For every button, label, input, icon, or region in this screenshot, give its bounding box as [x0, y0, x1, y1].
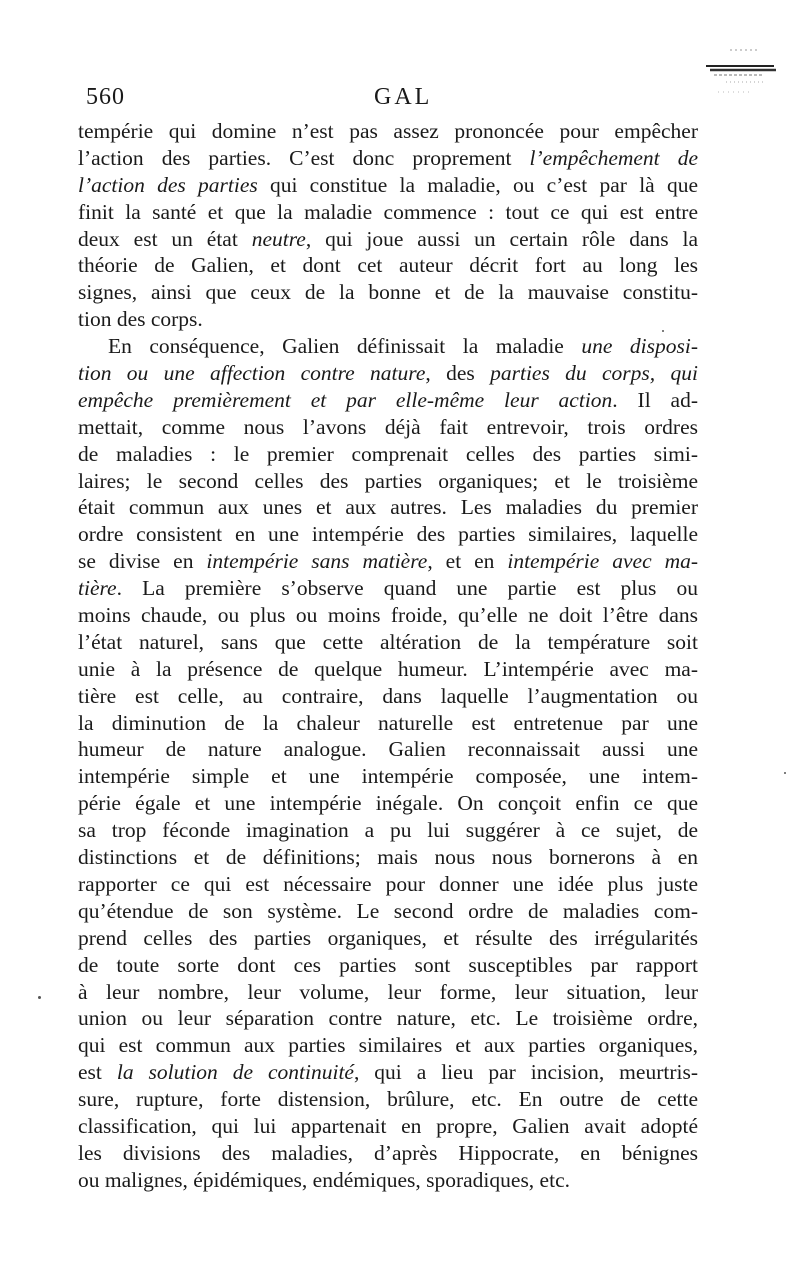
- text-run: unie à la présence de quelque humeur. L’intempérie avec ma-: [78, 656, 698, 681]
- page-edge-marks: [700, 44, 778, 102]
- text-line: [78, 763, 698, 790]
- text-run: est: [78, 1060, 117, 1085]
- text-line: [78, 199, 698, 226]
- italic-text: l’empêchement de: [529, 145, 698, 170]
- text-run: . La première s’observe quand une partie est plus ou: [116, 576, 698, 601]
- text-run: intempérie simple et une intempérie composée, une intem-: [78, 764, 698, 789]
- text-line: [78, 1167, 698, 1194]
- text-run: sa trop féconde imagination a pu lui suggérer à ce sujet, de: [78, 818, 698, 843]
- italic-text: tion ou une affection contre nature: [78, 361, 426, 386]
- text-line: [78, 145, 698, 172]
- text-line: [78, 602, 698, 629]
- text-run: signes, ainsi que ceux de la bonne et de la mauvaise constitu-: [78, 280, 698, 305]
- text-line: [78, 817, 698, 844]
- text-line: [78, 736, 698, 763]
- text-run: union ou leur séparation contre nature, etc. Le troisième ordre,: [78, 1006, 698, 1031]
- text-run: En conséquence, Galien définissait la maladie: [108, 334, 582, 359]
- text-run: ou malignes, épidémiques, endémiques, sporadiques, etc.: [78, 1167, 570, 1192]
- italic-text: la solution de continuité: [116, 1060, 354, 1085]
- text-run: tion des corps.: [78, 307, 203, 332]
- text-run: , qui a lieu par incision, meurtris-: [353, 1060, 698, 1085]
- text-line: [78, 790, 698, 817]
- text-run: se divise en: [78, 549, 207, 574]
- text-run: . Il ad-: [612, 387, 698, 412]
- text-run: sure, rupture, forte distension, brûlure, etc. En outre de cette: [78, 1087, 698, 1112]
- text-run: de maladies : le premier comprenait celles des parties simi-: [78, 441, 698, 466]
- text-run: , qui joue aussi un certain rôle dans la: [305, 226, 698, 251]
- text-line: [78, 1005, 698, 1032]
- text-run: l’état naturel, sans que cette altération de la température soit: [78, 629, 698, 654]
- italic-text: parties du corps, qui: [490, 361, 698, 386]
- text-run: de toute sorte dont ces parties sont susceptibles par rapport: [78, 952, 698, 977]
- text-run: deux est un état: [78, 226, 252, 251]
- text-line: [78, 279, 698, 306]
- text-line: [78, 306, 698, 333]
- text-line: [78, 710, 698, 737]
- running-title: GAL: [374, 84, 433, 110]
- text-run: qui constitue la maladie, ou c’est par là que: [257, 172, 698, 197]
- text-run: l’action des parties. C’est donc proprement: [78, 145, 530, 170]
- text-run: qui est commun aux parties similaires et aux parties organiques,: [78, 1033, 698, 1058]
- text-line: [78, 898, 698, 925]
- text-line: [78, 414, 698, 441]
- text-run: , et en: [427, 549, 508, 574]
- text-line: [78, 844, 698, 871]
- body-text: [78, 118, 698, 1194]
- text-run: classification, qui lui appartenait en propre, Galien avait adopté: [78, 1113, 698, 1138]
- text-line: [78, 468, 698, 495]
- text-line: [78, 1059, 698, 1086]
- italic-text: intempérie sans matière: [206, 549, 428, 574]
- text-run: à leur nombre, leur volume, leur forme, leur situation, leur: [78, 979, 698, 1004]
- italic-text: intempérie avec ma-: [507, 549, 699, 574]
- text-run: rapporter ce qui est nécessaire pour donner une idée plus juste: [78, 871, 698, 896]
- text-line: [78, 441, 698, 468]
- text-run: humeur de nature analogue. Galien reconnaissait aussi une: [78, 737, 698, 762]
- text-run: qu’étendue de son système. Le second ordre de maladies com-: [78, 898, 698, 923]
- text-line: [78, 494, 698, 521]
- text-line: [78, 252, 698, 279]
- text-run: était commun aux unes et aux autres. Les maladies du premier: [78, 495, 698, 520]
- text-run: mettait, comme nous l’avons déjà fait entrevoir, trois ordres: [78, 414, 698, 439]
- text-line: [78, 952, 698, 979]
- text-line: [78, 979, 698, 1006]
- text-line: [78, 360, 698, 387]
- text-run: ordre consistent en une intempérie des parties similaires, laquelle: [78, 522, 698, 547]
- text-line: [78, 629, 698, 656]
- page-number: 560: [86, 84, 125, 110]
- italic-text: neutre: [251, 226, 306, 251]
- text-line: [78, 226, 698, 253]
- text-line: [78, 925, 698, 952]
- text-line: [78, 548, 698, 575]
- text-run: tière est celle, au contraire, dans laquelle l’augmentation ou: [78, 683, 698, 708]
- text-run: prend celles des parties organiques, et résulte des irrégularités: [78, 925, 698, 950]
- text-line: [78, 871, 698, 898]
- text-run: périe égale et une intempérie inégale. On conçoit enfin ce que: [78, 791, 698, 816]
- italic-text: l’action des parties: [78, 172, 258, 197]
- text-line: [78, 1086, 698, 1113]
- text-run: laires; le second celles des parties organiques; et le troisième: [78, 468, 698, 493]
- text-line: [78, 118, 698, 145]
- italic-text: tière: [78, 576, 117, 601]
- text-run: moins chaude, ou plus ou moins froide, qu’elle ne doit l’être dans: [78, 603, 698, 628]
- text-line: [78, 333, 698, 360]
- running-head: [78, 84, 698, 116]
- text-run: théorie de Galien, et dont cet auteur décrit fort au long les: [78, 253, 698, 278]
- text-run: tempérie qui domine n’est pas assez prononcée pour empêcher: [78, 119, 698, 143]
- text-line: [78, 387, 698, 414]
- text-run: distinctions et de définitions; mais nous nous bornerons à en: [78, 845, 698, 870]
- text-line: [78, 575, 698, 602]
- text-line: [78, 172, 698, 199]
- text-run: les divisions des maladies, d’après Hippocrate, en bénignes: [78, 1140, 698, 1165]
- text-line: [78, 656, 698, 683]
- text-run: la diminution de la chaleur naturelle est entretenue par une: [78, 710, 698, 735]
- text-line: [78, 683, 698, 710]
- italic-text: empêche premièrement et par elle-même leur action: [78, 387, 613, 412]
- text-run: , des: [425, 361, 491, 386]
- text-line: [78, 1113, 698, 1140]
- text-line: [78, 521, 698, 548]
- italic-text: une disposi-: [581, 334, 698, 359]
- text-line: [78, 1032, 698, 1059]
- text-line: [78, 1140, 698, 1167]
- text-run: finit la santé et que la maladie commence : tout ce qui est entre: [78, 199, 698, 224]
